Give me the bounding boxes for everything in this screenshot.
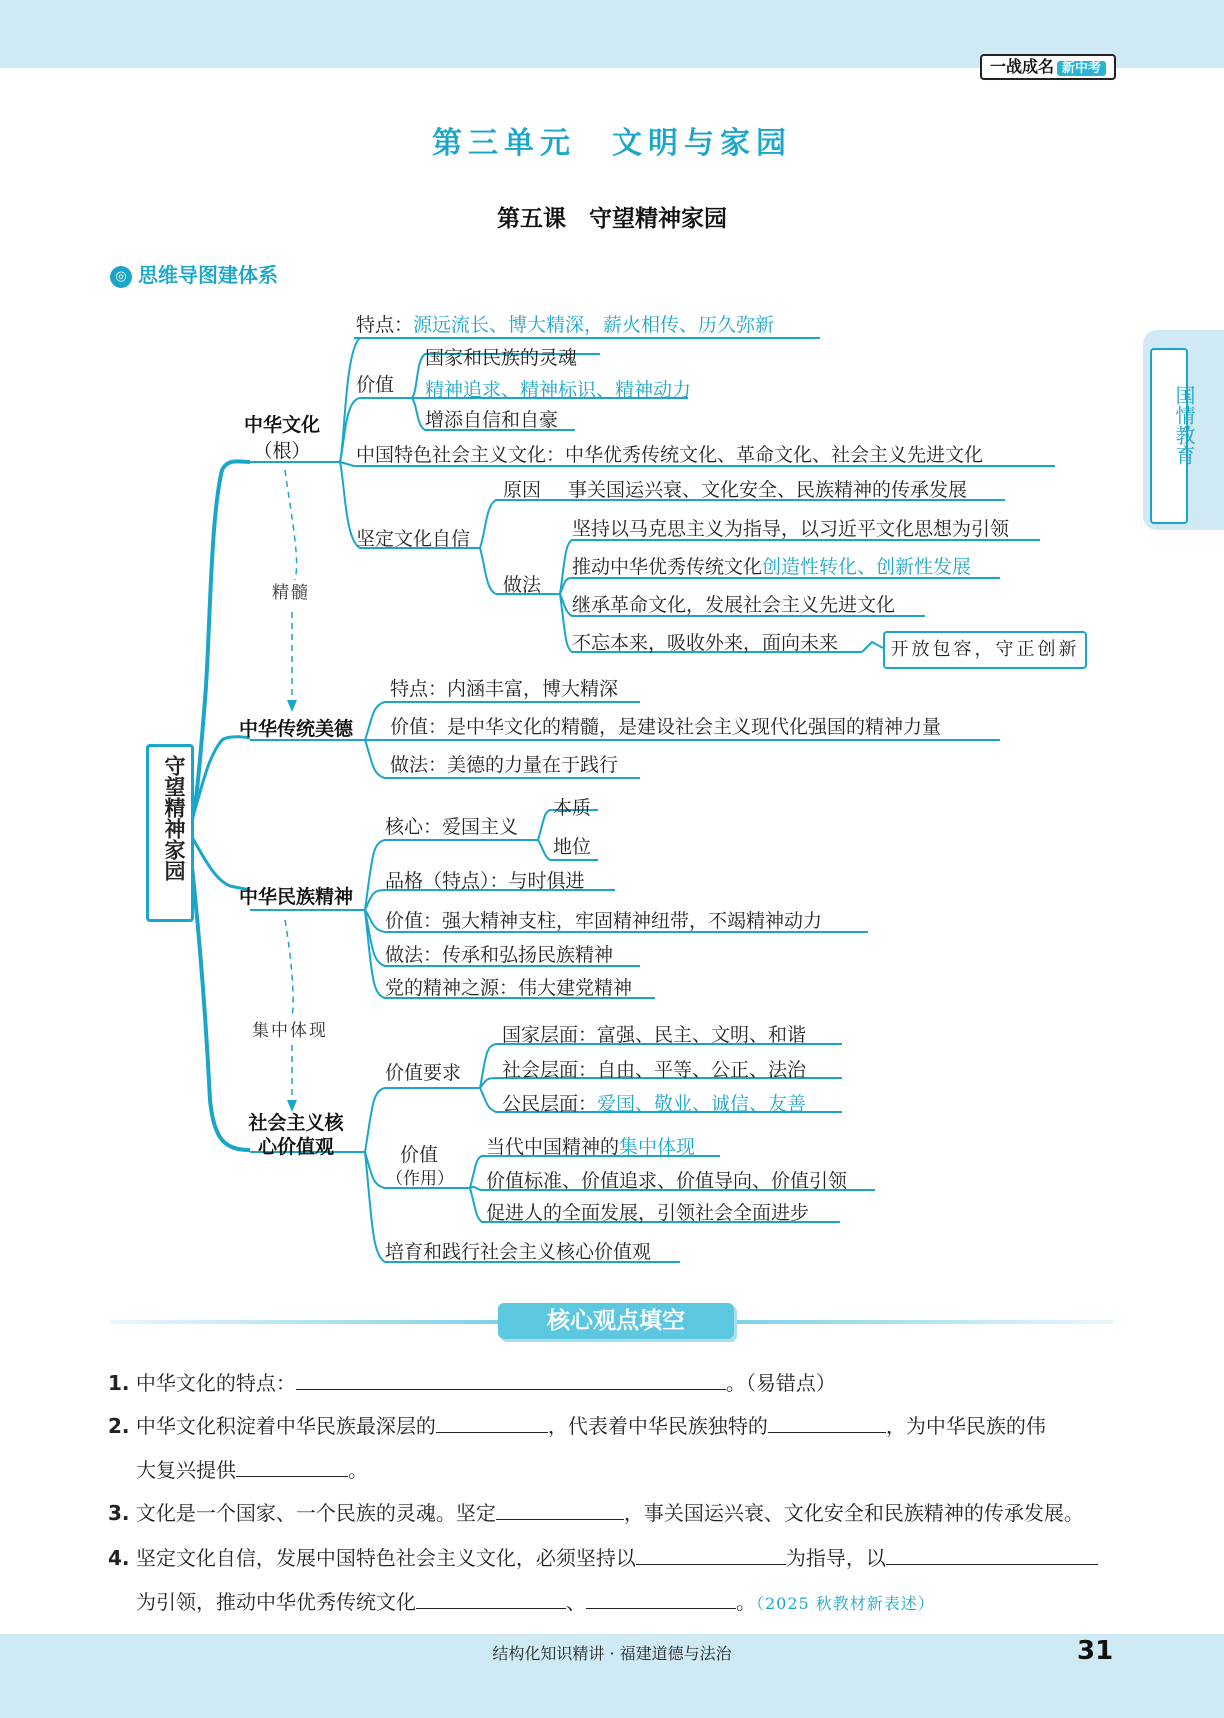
mindmap-heading: ◎ 思维导图建体系 [110,260,330,290]
spirit-core-status: 地位 [553,836,592,858]
values-function-label: 价值 [400,1144,439,1166]
question-1: 1. 中华文化的特点： 。（易错点） [108,1371,836,1395]
link-essence: 精髓 [272,583,310,603]
method-1: 坚持以马克思主义为指导，以习近平文化思想为引领 [572,518,1010,540]
section-rule-left [110,1320,500,1324]
values-requirement-label: 价值要求 [385,1062,462,1084]
culture-value-3: 增添自信和自豪 [425,409,559,431]
culture-socialism: 中国特色社会主义文化：中华优秀传统文化、革命文化、社会主义先进文化 [356,444,984,466]
page-number: 31 [1077,1636,1114,1666]
answer-blank[interactable] [416,1588,566,1609]
brand-logo: 一战成名 新中考 [980,54,1116,80]
question-3: 3. 文化是一个国家、一个民族的灵魂。坚定 ，事关国运兴衰、文化安全和民族精神的传承发展。 [108,1501,1084,1525]
values-social: 社会层面：自由、平等、公正、法治 [502,1059,807,1081]
method-2: 推动中华优秀传统文化创造性转化、创新性发展 [572,556,972,578]
confidence-reason-label: 原因 [503,479,542,501]
answer-blank[interactable] [886,1544,1098,1565]
spirit-character: 品格（特点）：与时俱进 [385,870,585,892]
values-function-3: 促进人的全面发展，引领社会全面进步 [486,1202,810,1224]
lesson-title: 第五课 守望精神家园 [497,206,727,232]
branch-core-values-1: 社会主义核 [248,1112,344,1134]
question-2-cont: 大复兴提供 。 [136,1458,368,1482]
spirit-core: 核心：爱国主义 [385,816,519,838]
question-4: 4. 坚定文化自信，发展中国特色社会主义文化，必须坚持以 为指导，以 [108,1544,1138,1571]
branch-chinese-culture-sub: （根） [253,440,311,462]
mindmap-root: 守望精神家园 [162,755,186,881]
method-4-callout: 开放包容，守正创新 [883,631,1087,669]
confidence-reason: 事关国运兴衰、文化安全、民族精神的传承发展 [568,479,968,501]
confidence-method-label: 做法 [503,574,542,596]
answer-blank[interactable] [586,1588,736,1609]
branch-chinese-culture: 中华文化 [243,414,320,436]
spirit-method: 做法：传承和弘扬民族精神 [385,944,614,966]
virtue-value: 价值：是中华文化的精髓，是建设社会主义现代化强国的精神力量 [390,716,942,738]
branch-core-values-2: 心价值观 [257,1136,334,1158]
spirit-party-source: 党的精神之源：伟大建党精神 [385,977,633,999]
answer-blank[interactable] [436,1412,548,1433]
virtue-method: 做法：美德的力量在于践行 [390,754,619,776]
question-4-note: （2025 秋教材新表述） [756,1594,935,1613]
spirit-core-essence: 本质 [553,797,592,819]
question-4-cont: 为引领，推动中华优秀传统文化 、 。（2025 秋教材新表述） [136,1590,935,1614]
values-function-2: 价值标准、价值追求、价值导向、价值引领 [486,1170,848,1192]
values-cultivate: 培育和践行社会主义核心价值观 [385,1241,652,1263]
values-national: 国家层面：富强、民主、文明、和谐 [502,1024,807,1046]
culture-value-1: 国家和民族的灵魂 [425,347,578,369]
answer-blank[interactable] [636,1544,786,1565]
method-3: 继承革命文化，发展社会主义先进文化 [572,594,896,616]
culture-value-label: 价值 [356,374,395,396]
culture-confidence: 坚定文化自信 [356,528,471,550]
values-function-1: 当代中国精神的集中体现 [486,1136,696,1158]
method-4: 不忘本来，吸收外来，面向未来 [572,632,839,654]
values-function-sub: （作用） [386,1169,454,1189]
answer-blank[interactable] [496,1499,624,1520]
virtue-feature: 特点：内涵丰富，博大精深 [390,678,619,700]
branch-national-spirit: 中华民族精神 [238,886,353,908]
answer-blank[interactable] [296,1369,726,1390]
culture-value-2: 精神追求、精神标识、精神动力 [425,379,692,401]
values-citizen: 公民层面：爱国、敬业、诚信、友善 [502,1093,807,1115]
link-concentrated: 集中体现 [252,1021,328,1041]
question-2: 2. 中华文化积淀着中华民族最深层的 ，代表着中华民族独特的 ，为中华民族的伟 [108,1414,1046,1438]
section-rule-right [734,1320,1114,1324]
branch-traditional-virtue: 中华传统美德 [238,718,353,740]
side-tab-label: 国情教育 [1172,385,1196,465]
spirit-value: 价值：强大精神支柱，牢固精神纽带，不竭精神动力 [385,910,823,932]
culture-feature: 特点：源远流长、博大精深，薪火相传、历久弥新 [356,314,775,336]
globe-icon: ◎ [110,266,132,288]
answer-blank[interactable] [768,1412,886,1433]
answer-blank[interactable] [236,1456,348,1477]
footer-text: 结构化知识精讲 · 福建道德与法治 [492,1644,732,1663]
section-title: 核心观点填空 [498,1303,734,1339]
unit-title: 第三单元 文明与家园 [432,126,792,161]
